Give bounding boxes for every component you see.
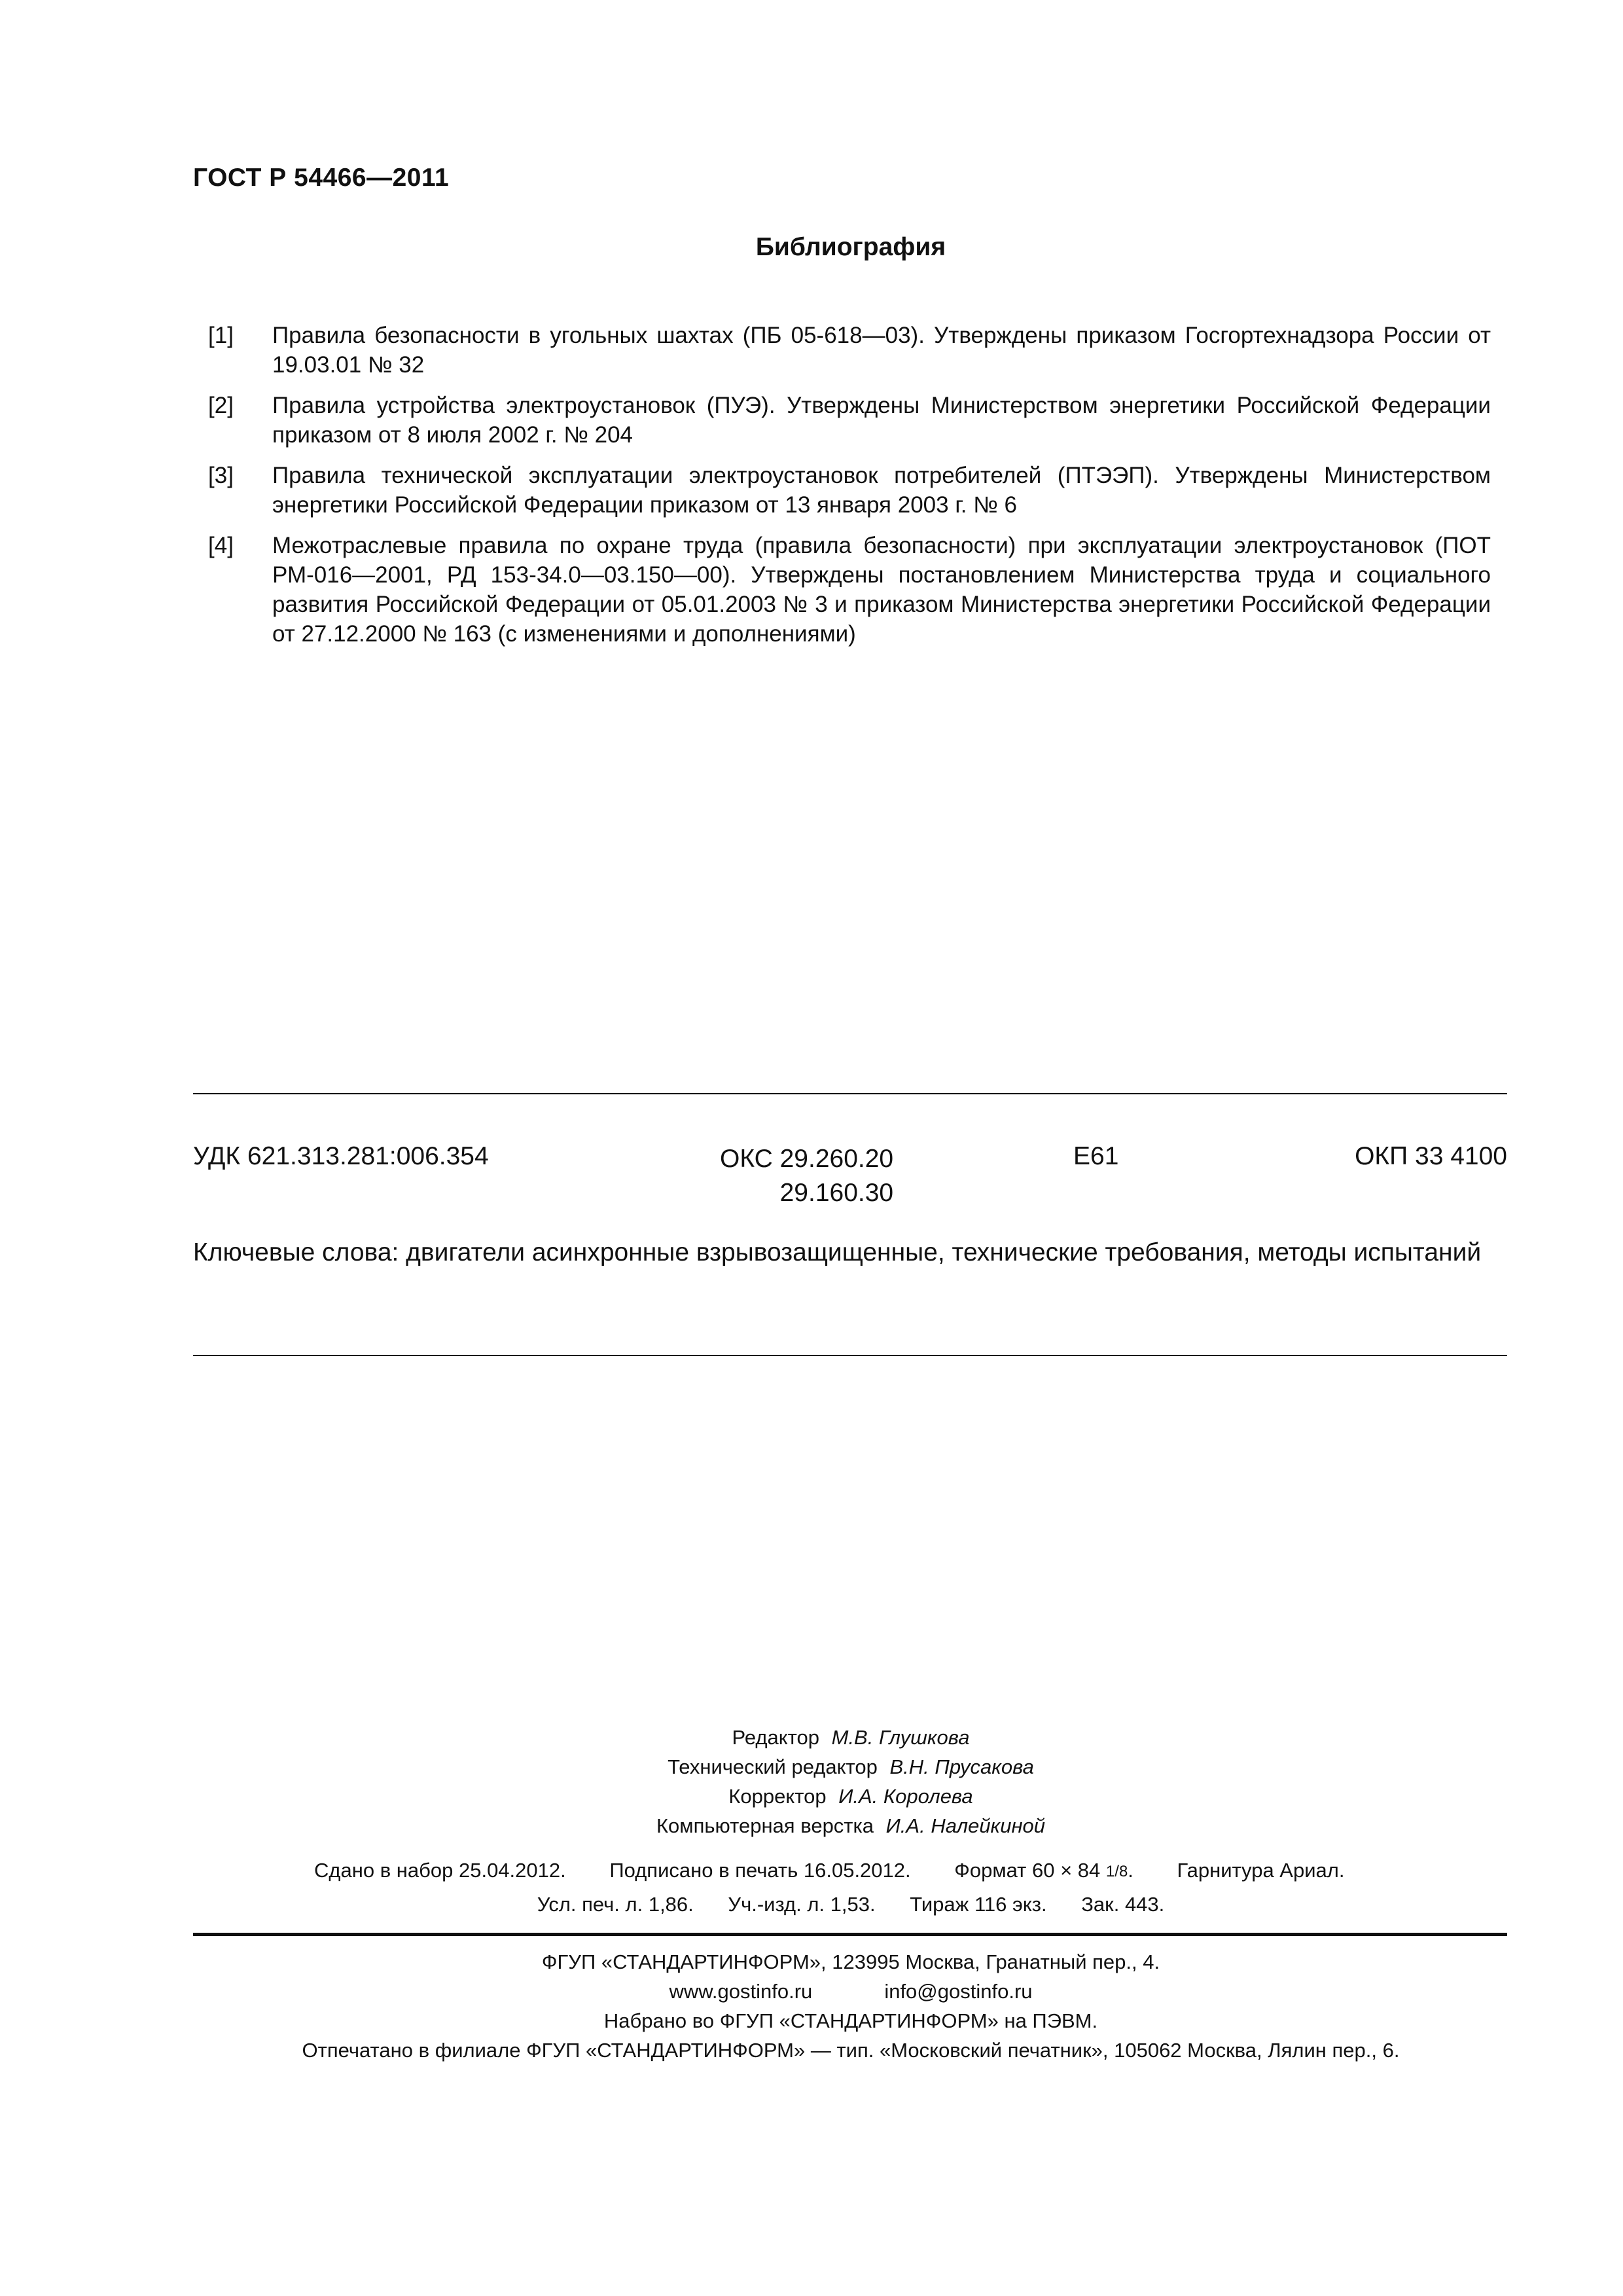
format-fraction: 1/8 — [1105, 1862, 1128, 1880]
print-info-row-2 — [0, 1893, 1623, 1916]
divider-bottom — [193, 1933, 1507, 1936]
editor-label: Редактор — [732, 1726, 819, 1749]
bibliography-item-number: [4] — [208, 533, 234, 558]
corrector-name: И.А. Королева — [838, 1785, 973, 1808]
oks-code-2: 29.160.30 — [779, 1179, 894, 1207]
publisher-contacts — [0, 1977, 1623, 2006]
bibliography-list — [208, 321, 1491, 660]
keywords: Ключевые слова: двигатели асинхронные взрывозащищенные, технические требования, методы испытаний — [193, 1238, 1482, 1266]
bibliography-item — [208, 391, 1491, 450]
submitted-date: Сдано в набор 25.04.2012. — [314, 1859, 566, 1882]
printed-sheets: Усл. печ. л. 1,86. — [537, 1893, 694, 1916]
printed-info: Отпечатано в филиале ФГУП «СТАНДАРТИНФОРМ» — тип. «Московский печатник», 105062 Москва, Лялин пер., 6. — [302, 2039, 1400, 2062]
bibliography-item — [208, 531, 1491, 649]
bibliography-item — [208, 321, 1491, 380]
corrector-label: Корректор — [728, 1785, 827, 1808]
classification-row — [193, 1142, 1507, 1214]
oks-code-1: ОКС 29.260.20 — [720, 1145, 894, 1173]
editor-name: М.В. Глушкова — [831, 1726, 970, 1749]
layout-line — [0, 1811, 1623, 1840]
tech-editor-line — [0, 1752, 1623, 1782]
bibliography-item-text: Правила устройства электроустановок (ПУЭ). Утверждены Министерством энергетики Российской Федерации приказом от 8 июля 2002 г. № 204 — [272, 393, 1491, 448]
print-run: Тираж 116 экз. — [910, 1893, 1047, 1916]
bibliography-item — [208, 461, 1491, 520]
divider-middle — [193, 1355, 1507, 1356]
editor-line — [0, 1723, 1623, 1752]
email-link[interactable]: info@gostinfo.ru — [884, 1980, 1033, 2003]
tech-editor-name: В.Н. Прусакова — [889, 1755, 1034, 1778]
order-number: Зак. 443. — [1081, 1893, 1165, 1916]
website-link[interactable]: www.gostinfo.ru — [669, 1980, 813, 2003]
okp-code: ОКП 33 4100 — [1355, 1142, 1507, 1170]
bibliography-item-number: [3] — [208, 463, 234, 488]
layout-label: Компьютерная верстка — [656, 1814, 874, 1837]
bibliography-item-text: Правила безопасности в угольных шахтах (ПБ 05-618—03). Утверждены приказом Госгортехнадзора России от 19.03.01 № 32 — [272, 323, 1491, 378]
bibliography-title: Библиография — [755, 233, 946, 261]
divider-top — [193, 1093, 1507, 1094]
typeset-info: Набрано во ФГУП «СТАНДАРТИНФОРМ» на ПЭВМ. — [603, 2009, 1098, 2032]
signed-date: Подписано в печать 16.05.2012. — [609, 1859, 911, 1882]
typeface: Гарнитура Ариал. — [1177, 1859, 1345, 1882]
tech-editor-label: Технический редактор — [668, 1755, 878, 1778]
publisher-address: ФГУП «СТАНДАРТИНФОРМ», 123995 Москва, Гранатный пер., 4. — [541, 1950, 1160, 1973]
print-info-row-1 — [314, 1859, 1382, 1882]
udk-code: УДК 621.313.281:006.354 — [193, 1142, 489, 1170]
bibliography-item-text: Правила технической эксплуатации электроустановок потребителей (ПТЭЭП). Утверждены Министерством энергетики Российской Федерации приказом от 13 января 2003 г. № 6 — [272, 463, 1491, 518]
paper-format: Формат 60 × 84 1/8. — [954, 1859, 1133, 1882]
group-code: Е61 — [1073, 1142, 1119, 1170]
standard-code: ГОСТ Р 54466—2011 — [193, 164, 450, 192]
bibliography-item-number: [1] — [208, 323, 234, 348]
editors-block — [0, 1723, 1623, 1840]
bibliography-item-number: [2] — [208, 393, 234, 418]
bibliography-item-text: Межотраслевые правила по охране труда (правила безопасности) при эксплуатации электроустановок (ПОТ РМ-016—2001, РД 153-34.0—03.150—00). Утверждены постановлением Министерства труда и социального развития Российской Федерации от 05.01.2003 № 3 и приказом Министерства энергетики Российской Федерации от 27.12.2000 № 163 (с изменениями и дополнениями) — [272, 533, 1491, 647]
oks-codes — [720, 1142, 893, 1210]
layout-name: И.А. Налейкиной — [885, 1814, 1045, 1837]
corrector-line — [0, 1782, 1623, 1811]
publishing-sheets: Уч.-изд. л. 1,53. — [728, 1893, 876, 1916]
publisher-block — [0, 1947, 1623, 2065]
